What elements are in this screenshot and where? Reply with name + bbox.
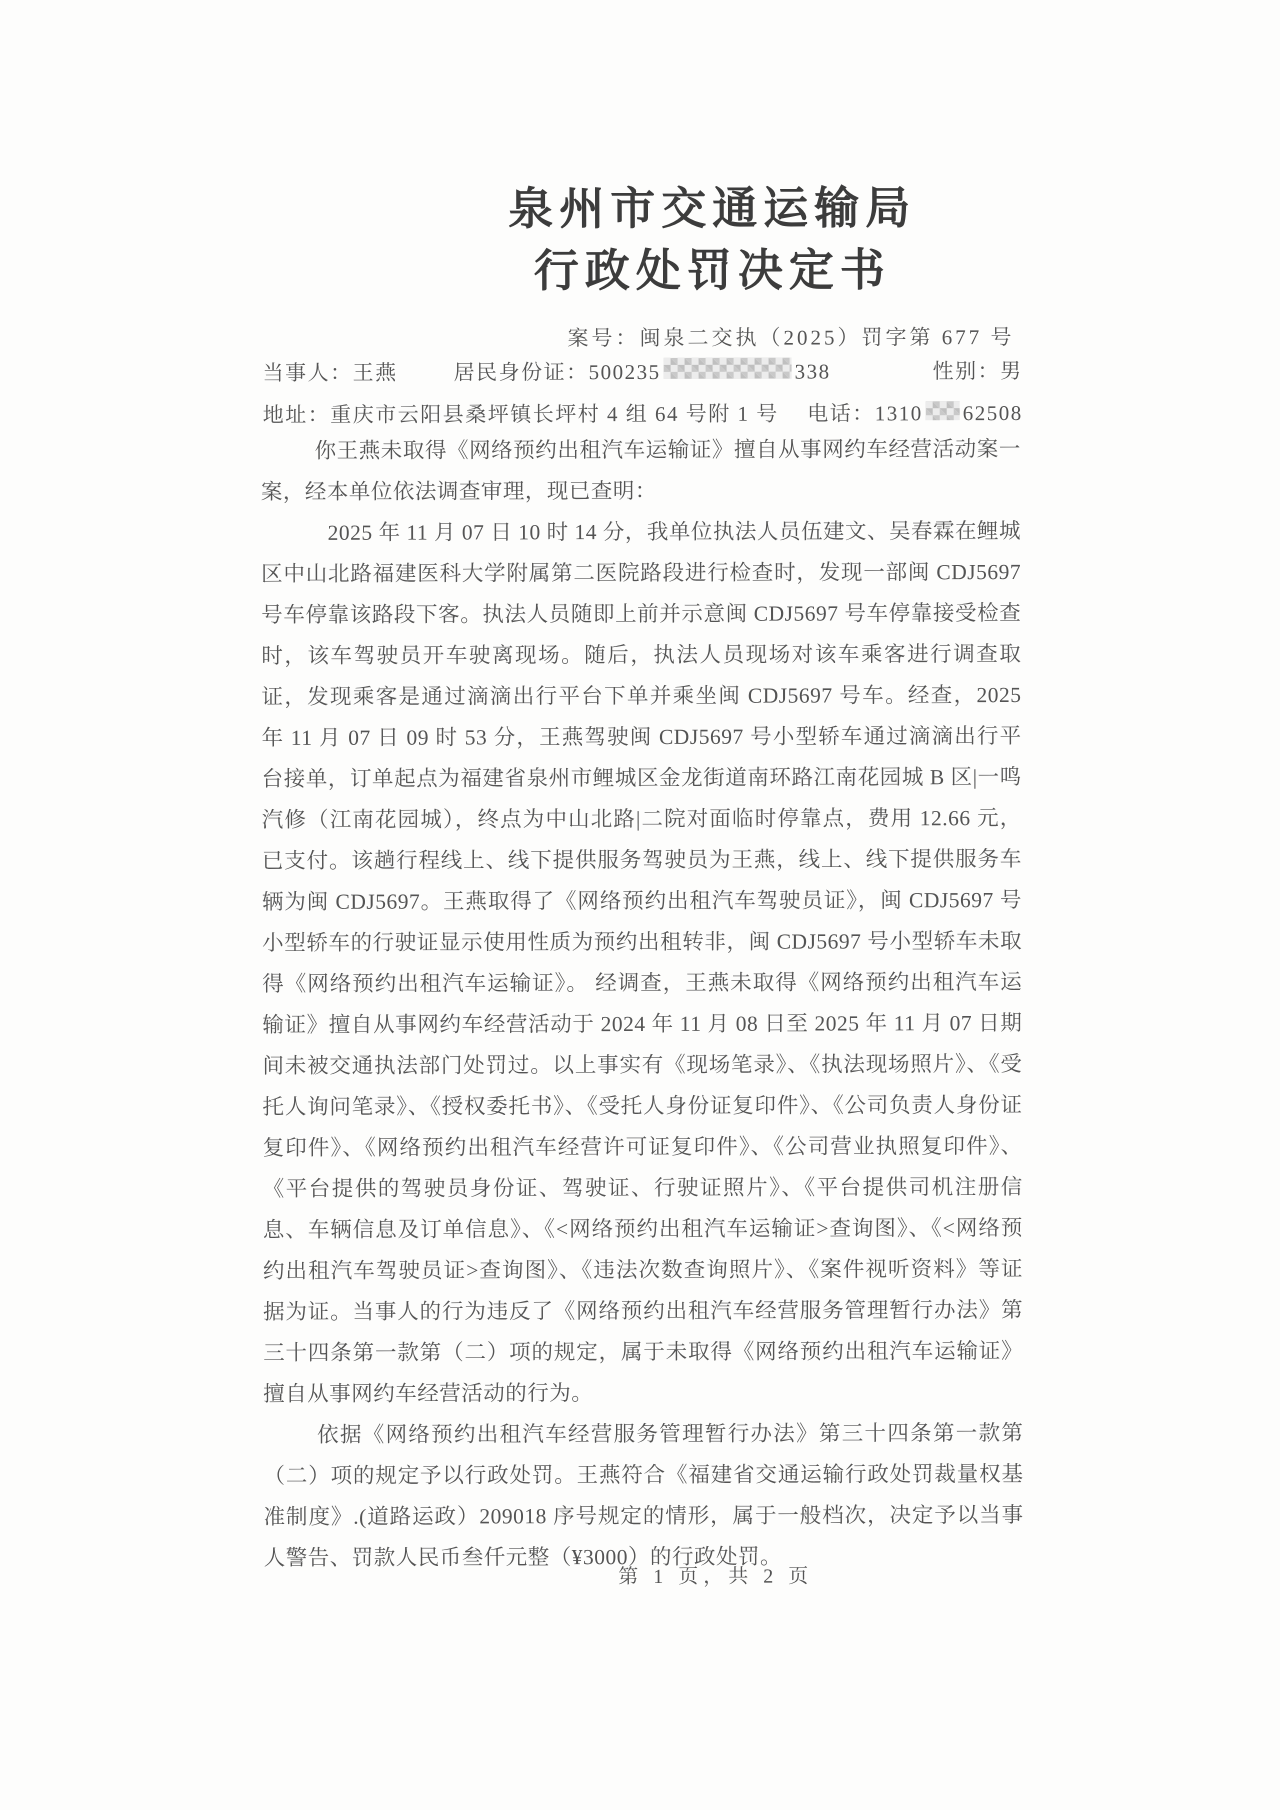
address-label: 地址： [262, 402, 331, 427]
party-gender-group [933, 355, 1023, 385]
case-number: 案号：闽泉二交执（2025）罚字第 677 号 [567, 325, 1015, 351]
id-label: 居民身份证： [453, 360, 589, 385]
id-redaction-mosaic [664, 358, 792, 379]
party-name: 王燕 [352, 360, 398, 385]
body-paragraphs [261, 429, 1024, 1579]
body-paragraph: 依据《网络预约出租汽车经营服务管理暂行办法》第三十四条第一款第（二）项的规定予以行政处罚。王燕符合《福建省交通运输行政处罚裁量权基准制度》.(道路运政）209018 序号规定的情形，属于一般档次，决定予以当事人警告、罚款人民币叁仟元整（¥3000）的行政处罚。 [263, 1420, 1024, 1570]
id-prefix: 500235 [588, 359, 661, 385]
phone-suffix: 62508 [962, 400, 1023, 426]
address-group [263, 398, 779, 429]
phone-redaction-mosaic [926, 401, 960, 420]
body-paragraph: 你王燕未取得《网络预约出租汽车运输证》擅自从事网约车经营活动案一案，经本单位依法调查审理，现已查明： [260, 437, 1021, 504]
phone-label: 电话： [807, 401, 875, 426]
document-title [332, 177, 1092, 303]
gender-label: 性别： [932, 359, 1001, 384]
party-info-row [263, 355, 1023, 387]
gender-value: 男 [1000, 358, 1023, 384]
id-suffix: 338 [794, 359, 831, 384]
body-paragraph: 2025 年 11 月 07 日 10 时 14 分，我单位执法人员伍建文、吴春霖在鲤城区中山北路福建医科大学附属第二医院路段进行检查时，发现一部闽 CDJ5697 号车停靠该路段下客。执法人员随即上前并示意闽 CDJ5697 号车停靠接受检查时，该车驾驶员开车驶离现场。随后，执法人员现场对该车乘客进行调查取证，发现乘客是通过滴滴出行平台下单并乘坐闽 CDJ5697 号车。经查，2025 年 11 月 07 日 09 时 53 分，王燕驾驶闽 CDJ5697 号小型轿车通过滴滴出行平台接单，订单起点为福建省泉州市鲤城区金龙街道南环路江南花园城 B 区|一鸣汽修（江南花园城），终点为中山北路|二院对面临时停靠点，费用 12.66 元，已支付。该趟行程线上、线下提供服务驾驶员为王燕，线上、线下提供服务车辆为闽 CDJ5697。王燕取得了《网络预约出租汽车驾驶员证》，闽 CDJ5697 号小型轿车的行驶证显示使用性质为预约出租转非，闽 CDJ5697 号小型轿车未取得《网络预约出租汽车运输证》。 经调查，王燕未取得《网络预约出租汽车运输证》擅自从事网约车经营活动于 2024 年 11 月 08 日至 2025 年 11 月 07 日期间未被交通执法部门处罚过。以上事实有《现场笔录》、《执法现场照片》、《受托人询问笔录》、《授权委托书》、《受托人身份证复印件》、《公司负责人身份证复印件》、《网络预约出租汽车经营许可证复印件》、《公司营业执照复印件》、《平台提供的驾驶员身份证、驾驶证、行驶证照片》、《平台提供司机注册信息、车辆信息及订单信息》、《<网络预约出租汽车运输证>查询图》、《<网络预约出租汽车驾驶员证>查询图》、《违法次数查询照片》、《案件视听资料》等证据为证。当事人的行为违反了《网络预约出租汽车经营服务管理暂行办法》第三十四条第一款第（二）项的规定，属于未取得《网络预约出租汽车运输证》擅自从事网约车经营活动的行为。 [261, 519, 1024, 1406]
address-value: 重庆市云阳县桑坪镇长坪村 4 组 64 号附 1 号 [330, 401, 779, 427]
title-line-doc-type: 行政处罚决定书 [533, 245, 891, 297]
contact-info-row [263, 397, 1023, 429]
party-name-label: 当事人： [262, 360, 353, 385]
party-name-group [263, 357, 398, 387]
phone-prefix: 1310 [874, 401, 923, 426]
phone-group [807, 397, 1023, 428]
party-id-group [454, 355, 831, 386]
title-line-authority: 泉州市交通运输局 [508, 183, 917, 235]
page-number-footer: 第 1 页，共 2 页 [618, 1565, 814, 1589]
